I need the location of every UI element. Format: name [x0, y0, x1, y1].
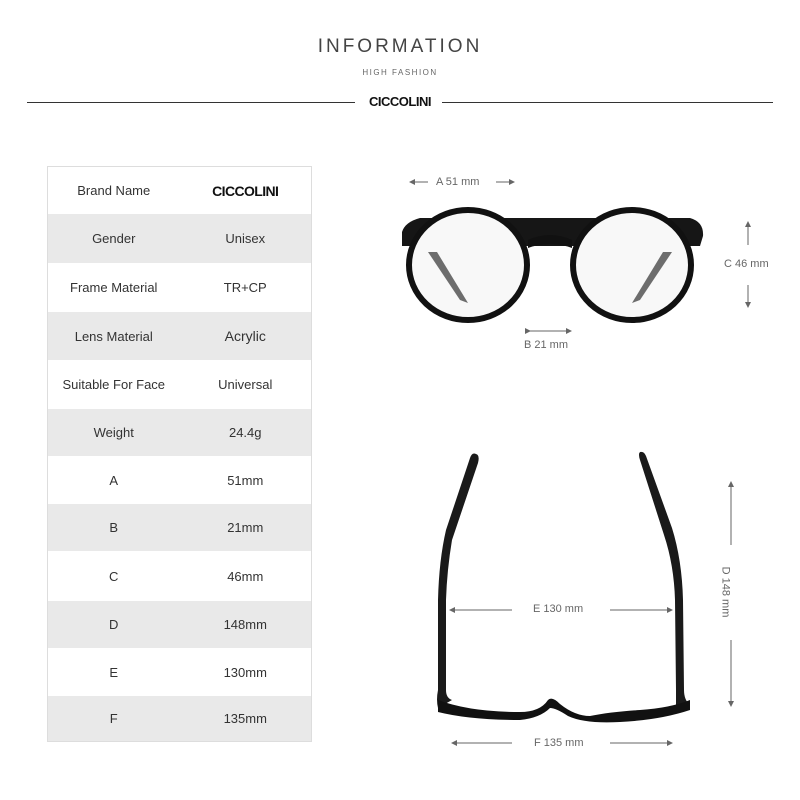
spec-value: CICCOLINI — [212, 182, 279, 199]
spec-label: Brand Name — [77, 183, 151, 198]
dimension-d-label: D 148 mm — [719, 566, 732, 618]
spec-label: Suitable For Face — [62, 377, 166, 392]
spec-label: A — [109, 472, 119, 488]
spec-value: 148mm — [223, 617, 267, 632]
spec-label: C — [109, 568, 119, 584]
spec-label: Frame Material — [70, 280, 158, 295]
dimension-e-label: E 130 mm — [533, 603, 584, 615]
spec-value: 46mm — [227, 568, 264, 584]
spec-label: Lens Material — [74, 328, 153, 344]
glasses-front-view — [402, 210, 703, 320]
spec-value: 130mm — [223, 664, 267, 680]
spec-label: B — [109, 520, 119, 535]
spec-label: F — [109, 711, 118, 726]
dimension-c-label: C 46 mm — [724, 258, 769, 270]
dimension-b-label: B 21 mm — [524, 339, 569, 351]
page-subtitle: HIGH FASHION — [362, 68, 438, 77]
brand-logo: CICCOLINI — [369, 94, 431, 109]
spec-value: TR+CP — [223, 280, 267, 295]
page-title: INFORMATION — [317, 36, 483, 57]
spec-label: Weight — [93, 425, 134, 440]
spec-label: E — [109, 664, 119, 680]
spec-value: 24.4g — [228, 425, 262, 440]
spec-value: 135mm — [223, 711, 267, 726]
spec-label: D — [109, 617, 119, 632]
spec-value: Acrylic — [224, 328, 266, 344]
spec-label: Gender — [92, 231, 136, 246]
spec-value: Universal — [218, 377, 273, 392]
dimension-a-label: A 51 mm — [436, 176, 480, 188]
spec-value: Unisex — [225, 231, 266, 246]
dimension-f-label: F 135 mm — [534, 737, 584, 749]
glasses-top-view — [437, 452, 690, 723]
spec-value: 21mm — [227, 520, 264, 535]
spec-value: 51mm — [227, 472, 264, 488]
